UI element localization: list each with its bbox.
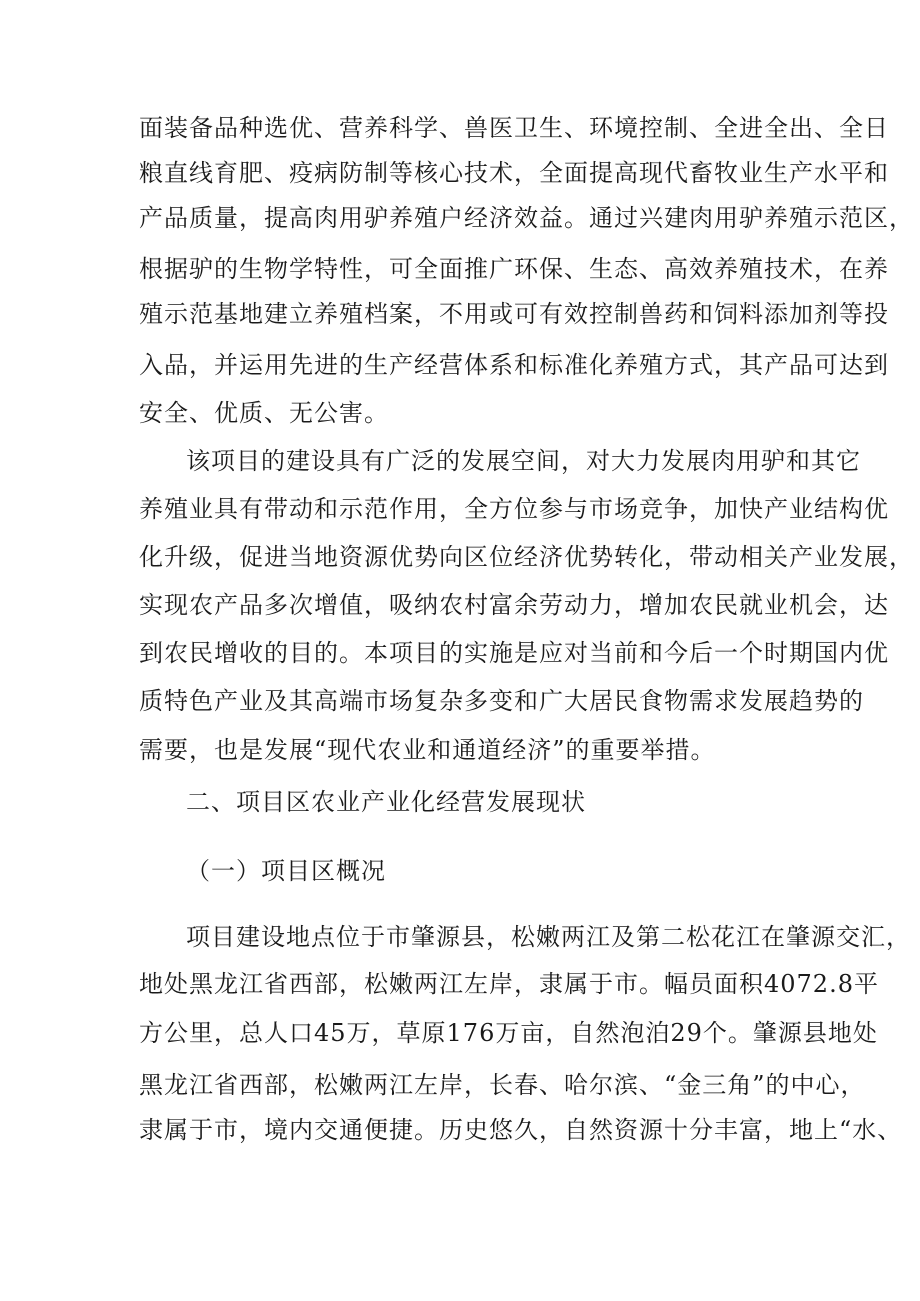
paragraph-line: 入品，并运用先进的生产经营体系和标准化养殖方式，其产品可达到 — [139, 351, 889, 379]
paragraph-line: 面装备品种选优、营养科学、兽医卫生、环境控制、全进全出、全日 — [139, 114, 889, 142]
paragraph-line: 殖示范基地建立养殖档案，不用或可有效控制兽药和饲料添加剂等投 — [139, 300, 889, 328]
paragraph-line: 该项目的建设具有广泛的发展空间，对大力发展肉用驴和其它 — [186, 447, 861, 475]
paragraph-line: 项目建设地点位于市肇源县，松嫩两江及第二松花江在肇源交汇， — [186, 923, 911, 951]
paragraph-line: 质特色产业及其高端市场复杂多变和广大居民食物需求发展趋势的 — [139, 687, 864, 715]
paragraph-line: 隶属于市，境内交通便捷。历史悠久，自然资源十分丰富，地上“水、 — [139, 1116, 903, 1144]
paragraph-line: 地处黑龙江省西部，松嫩两江左岸，隶属于市。幅员面积4072.8平 — [139, 970, 879, 998]
paragraph-line: 实现农产品多次增值，吸纳农村富余劳动力，增加农民就业机会，达 — [139, 591, 889, 619]
paragraph-line: 化升级，促进当地资源优势向区位经济优势转化，带动相关产业发展， — [139, 543, 914, 571]
paragraph-line: 安全、优质、无公害。 — [139, 399, 389, 427]
paragraph-line: 黑龙江省西部，松嫩两江左岸，长春、哈尔滨、“金三角”的中心， — [139, 1071, 866, 1099]
paragraph-line: 养殖业具有带动和示范作用，全方位参与市场竞争，加快产业结构优 — [139, 495, 889, 523]
paragraph-line: 需要，也是发展“现代农业和通道经济”的重要举措。 — [139, 736, 716, 764]
paragraph-line: 到农民增收的目的。本项目的实施是应对当前和今后一个时期国内优 — [139, 639, 889, 667]
paragraph-line: 根据驴的生物学特性，可全面推广环保、生态、高效养殖技术，在养 — [139, 255, 889, 283]
paragraph-line: 方公里，总人口45万，草原176万亩，自然泡泊29个。肇源县地处 — [139, 1019, 878, 1047]
paragraph-line: 粮直线育肥、疫病防制等核心技术，全面提高现代畜牧业生产水平和 — [139, 159, 889, 187]
section-heading: 二、项目区农业产业化经营发展现状 — [186, 788, 586, 816]
paragraph-line: 产品质量，提高肉用驴养殖户经济效益。通过兴建肉用驴养殖示范区， — [139, 204, 914, 232]
subsection-heading: （一）项目区概况 — [186, 857, 386, 885]
